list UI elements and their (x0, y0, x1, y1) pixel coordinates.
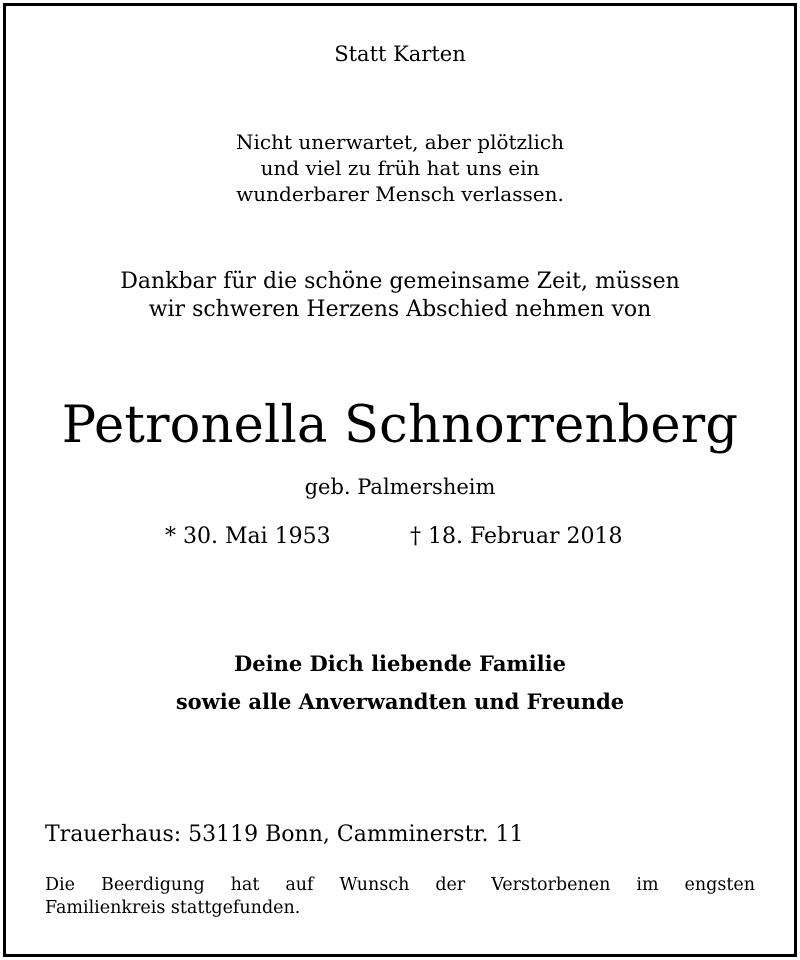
verse-block (0, 129, 800, 207)
mourning-house-address: Trauerhaus: 53119 Bonn, Camminerstr. 11 (45, 822, 524, 847)
birth-date: * 30. Mai 1953 (165, 524, 331, 549)
thanks-block (0, 268, 800, 324)
burial-note-line: Die Beerdigung hat auf Wunsch der Verstorbenen im engsten (45, 875, 755, 895)
maiden-name: geb. Palmersheim (304, 475, 496, 499)
family-line: sowie alle Anverwandten und Freunde (175, 689, 625, 714)
death-date: † 18. Februar 2018 (410, 524, 623, 549)
verse-line: und viel zu früh hat uns ein (260, 156, 540, 180)
thanks-line: wir schweren Herzens Abschied nehmen von (148, 297, 652, 322)
family-line: Deine Dich liebende Familie (234, 651, 566, 676)
verse-line: wunderbarer Mensch verlassen. (236, 182, 564, 206)
thanks-line: Dankbar für die schöne gemeinsame Zeit, müssen (120, 269, 680, 294)
family-block (0, 645, 800, 721)
verse-line: Nicht unerwartet, aber plötzlich (236, 130, 564, 154)
burial-note-line: Familienkreis stattgefunden. (45, 898, 301, 918)
notice-header: Statt Karten (334, 42, 466, 66)
deceased-name: Petronella Schnorrenberg (61, 396, 739, 455)
burial-note (45, 874, 755, 920)
